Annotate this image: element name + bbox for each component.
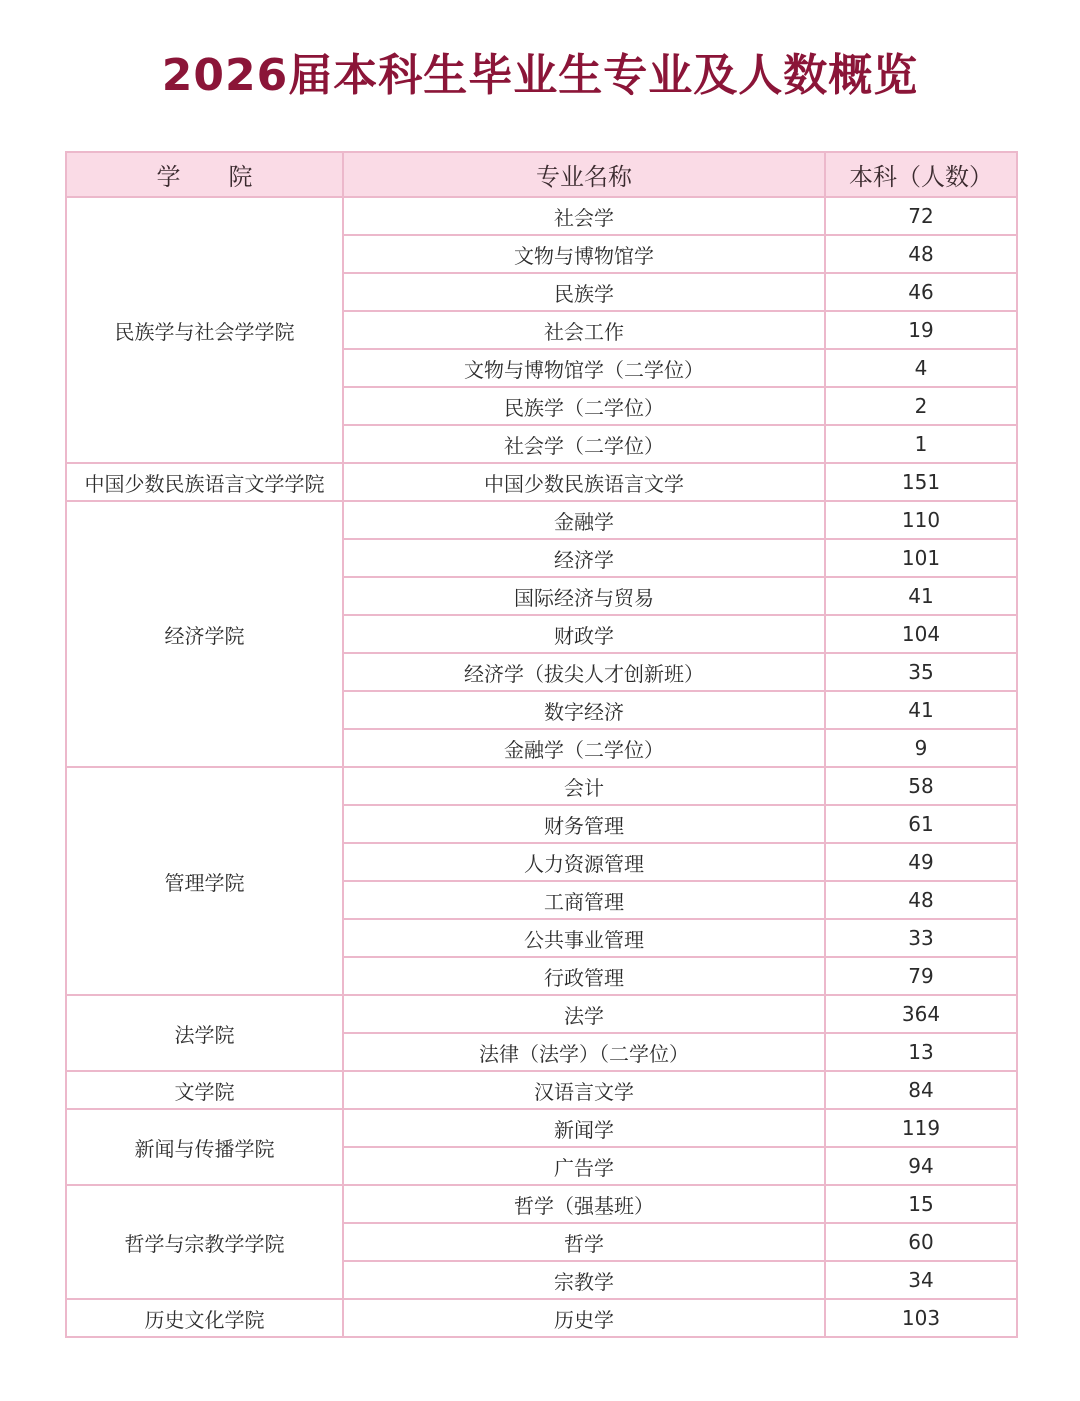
count-cell: 151 [825, 463, 1017, 501]
major-cell: 公共事业管理 [343, 919, 825, 957]
page-title: 2026届本科生毕业生专业及人数概览 [161, 50, 919, 101]
count-cell: 364 [825, 995, 1017, 1033]
major-cell: 财务管理 [343, 805, 825, 843]
count-cell: 101 [825, 539, 1017, 577]
major-cell: 社会学 [343, 197, 825, 235]
college-cell: 哲学与宗教学学院 [66, 1185, 343, 1299]
header-major: 专业名称 [343, 152, 825, 197]
major-cell: 行政管理 [343, 957, 825, 995]
count-cell: 13 [825, 1033, 1017, 1071]
major-cell: 新闻学 [343, 1109, 825, 1147]
table-row [66, 197, 1017, 235]
table-row [66, 501, 1017, 539]
major-cell: 文物与博物馆学（二学位） [343, 349, 825, 387]
count-cell: 84 [825, 1071, 1017, 1109]
count-cell: 41 [825, 691, 1017, 729]
count-cell: 41 [825, 577, 1017, 615]
majors-table [65, 151, 1018, 1338]
major-cell: 中国少数民族语言文学 [343, 463, 825, 501]
major-cell: 广告学 [343, 1147, 825, 1185]
major-cell: 哲学 [343, 1223, 825, 1261]
college-cell: 经济学院 [66, 501, 343, 767]
count-cell: 72 [825, 197, 1017, 235]
count-cell: 104 [825, 615, 1017, 653]
college-cell: 历史文化学院 [66, 1299, 343, 1337]
major-cell: 人力资源管理 [343, 843, 825, 881]
college-cell: 民族学与社会学学院 [66, 197, 343, 463]
major-cell: 宗教学 [343, 1261, 825, 1299]
major-cell: 会计 [343, 767, 825, 805]
count-cell: 19 [825, 311, 1017, 349]
college-cell: 新闻与传播学院 [66, 1109, 343, 1185]
count-cell: 35 [825, 653, 1017, 691]
table-row [66, 1185, 1017, 1223]
major-cell: 哲学（强基班） [343, 1185, 825, 1223]
major-cell: 法学 [343, 995, 825, 1033]
count-cell: 60 [825, 1223, 1017, 1261]
major-cell: 社会工作 [343, 311, 825, 349]
count-cell: 46 [825, 273, 1017, 311]
major-cell: 历史学 [343, 1299, 825, 1337]
count-cell: 1 [825, 425, 1017, 463]
major-cell: 工商管理 [343, 881, 825, 919]
major-cell: 社会学（二学位） [343, 425, 825, 463]
count-cell: 58 [825, 767, 1017, 805]
count-cell: 61 [825, 805, 1017, 843]
college-cell: 法学院 [66, 995, 343, 1071]
major-cell: 汉语言文学 [343, 1071, 825, 1109]
major-cell: 文物与博物馆学 [343, 235, 825, 273]
count-cell: 34 [825, 1261, 1017, 1299]
table-row [66, 995, 1017, 1033]
count-cell: 48 [825, 235, 1017, 273]
major-cell: 财政学 [343, 615, 825, 653]
major-cell: 数字经济 [343, 691, 825, 729]
header-count: 本科（人数） [825, 152, 1017, 197]
table-body [66, 197, 1017, 1337]
major-cell: 民族学 [343, 273, 825, 311]
count-cell: 15 [825, 1185, 1017, 1223]
college-cell: 管理学院 [66, 767, 343, 995]
count-cell: 119 [825, 1109, 1017, 1147]
major-cell: 金融学（二学位） [343, 729, 825, 767]
count-cell: 79 [825, 957, 1017, 995]
table-header-row [66, 152, 1017, 197]
major-cell: 法律（法学）（二学位） [343, 1033, 825, 1071]
count-cell: 2 [825, 387, 1017, 425]
count-cell: 9 [825, 729, 1017, 767]
major-cell: 国际经济与贸易 [343, 577, 825, 615]
count-cell: 103 [825, 1299, 1017, 1337]
college-cell: 文学院 [66, 1071, 343, 1109]
header-college: 学 院 [66, 152, 343, 197]
major-cell: 民族学（二学位） [343, 387, 825, 425]
major-cell: 经济学 [343, 539, 825, 577]
count-cell: 4 [825, 349, 1017, 387]
count-cell: 48 [825, 881, 1017, 919]
college-cell: 中国少数民族语言文学学院 [66, 463, 343, 501]
table-row [66, 463, 1017, 501]
count-cell: 94 [825, 1147, 1017, 1185]
table-row [66, 767, 1017, 805]
table-row [66, 1071, 1017, 1109]
major-cell: 金融学 [343, 501, 825, 539]
count-cell: 49 [825, 843, 1017, 881]
major-cell: 经济学（拔尖人才创新班） [343, 653, 825, 691]
count-cell: 33 [825, 919, 1017, 957]
table-row [66, 1109, 1017, 1147]
count-cell: 110 [825, 501, 1017, 539]
table-row [66, 1299, 1017, 1337]
